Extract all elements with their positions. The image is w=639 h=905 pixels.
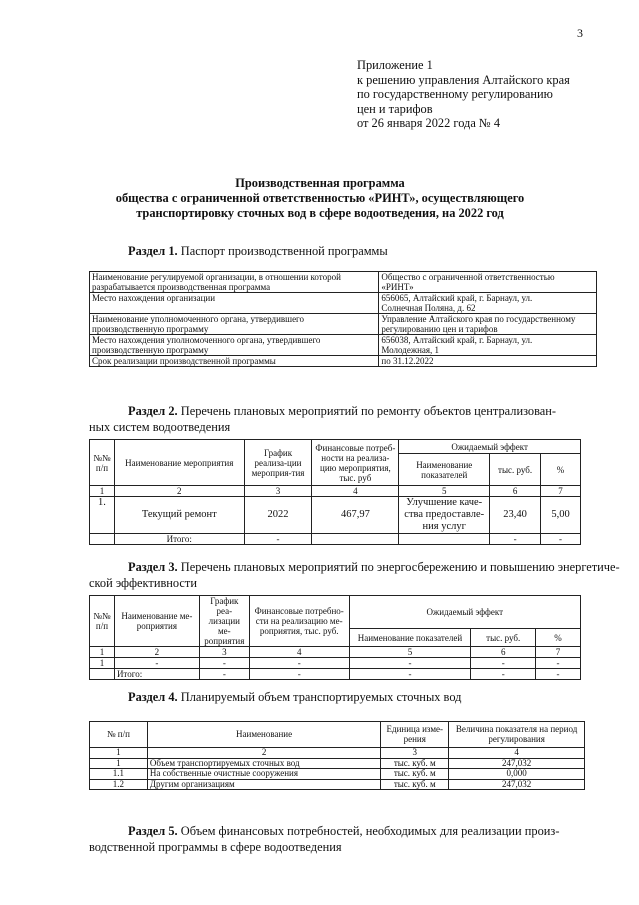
- header-indicator: Наименование показателей: [349, 629, 471, 647]
- passport-key: Наименование уполномоченного органа, утвердившего производственную программу: [90, 314, 379, 335]
- section1-label: Раздел 1.: [128, 244, 178, 258]
- program-title-line: Производственная программа: [235, 176, 405, 190]
- total-num-cell: [90, 534, 115, 545]
- section5-title-line: Объем финансовых потребностей, необходимых для реализации произ-: [180, 824, 560, 838]
- section4-heading: [128, 689, 461, 705]
- section3-title-line: ской эффективности: [89, 576, 197, 590]
- section5-heading: [89, 823, 597, 855]
- energy-table: [89, 595, 581, 680]
- section4-title: Планируемый объем транспортируемых сточных вод: [180, 690, 462, 704]
- table-row: [90, 293, 597, 314]
- table-row: [90, 722, 585, 748]
- row-cell: -: [199, 658, 249, 669]
- total-schedule: -: [244, 534, 312, 545]
- table-row: [90, 440, 581, 454]
- appendix-line: по государственному регулированию: [357, 87, 553, 101]
- section1-title: Паспорт производственной программы: [180, 244, 388, 258]
- row-percent: 5,00: [541, 497, 581, 534]
- column-number: 6: [490, 486, 541, 497]
- appendix-line: к решению управления Алтайского края: [357, 72, 570, 87]
- header-num: №№ п/п: [90, 596, 115, 647]
- table-row: [90, 769, 585, 780]
- passport-value: Управление Алтайского края по государственному регулированию цен и тарифов: [379, 314, 597, 335]
- row-num: 1.2: [90, 779, 148, 790]
- row-schedule: 2022: [244, 497, 312, 534]
- column-number: 5: [349, 647, 471, 658]
- total-indicator: [399, 534, 490, 545]
- header-thousand: тыс. руб.: [490, 454, 541, 486]
- column-number: 6: [471, 647, 536, 658]
- section2-title-line: Перечень плановых мероприятий по ремонту объектов централизован-: [180, 404, 557, 418]
- table-row: [90, 534, 581, 545]
- row-cell: -: [349, 658, 471, 669]
- table-row: [90, 272, 597, 293]
- header-name: Наименование мероприятия: [114, 440, 244, 486]
- column-number: 4: [312, 486, 399, 497]
- column-number: 3: [199, 647, 249, 658]
- section3-title-line: Перечень плановых мероприятий по энергосбережению и повышению энергетиче-: [180, 560, 620, 574]
- header-name: Наименование: [147, 722, 380, 748]
- section4-label: Раздел 4.: [128, 690, 178, 704]
- row-cell: -: [249, 658, 349, 669]
- total-indicator: -: [349, 669, 471, 680]
- appendix-header: [357, 58, 570, 131]
- program-title-line: транспортировку сточных вод в сфере водоотведения, на 2022 год: [136, 206, 504, 220]
- total-finance: -: [249, 669, 349, 680]
- row-indicator: Улучшение каче-ства предоставле-ния услуг: [399, 497, 490, 534]
- column-number: 2: [147, 748, 380, 759]
- passport-key: Место нахождения организации: [90, 293, 379, 314]
- total-thousand: -: [471, 669, 536, 680]
- table-row: [90, 748, 585, 759]
- table-row: [90, 596, 581, 629]
- column-number: 3: [244, 486, 312, 497]
- total-label: Итого:: [114, 669, 199, 680]
- total-percent: -: [536, 669, 581, 680]
- table-row: [90, 658, 581, 669]
- header-schedule: График реа-лизации ме-роприятия: [199, 596, 249, 647]
- passport-value: 656038, Алтайский край, г. Барнаул, ул. Молодежная, 1: [379, 335, 597, 356]
- row-unit: тыс. куб. м: [381, 769, 449, 780]
- row-name: На собственные очистные сооружения: [147, 769, 380, 780]
- total-thousand: -: [490, 534, 541, 545]
- passport-key: Наименование регулируемой организации, в отношении которой разрабатывается производственная программа: [90, 272, 379, 293]
- row-num: 1.1: [90, 769, 148, 780]
- header-thousand: тыс. руб.: [471, 629, 536, 647]
- table-row: [90, 356, 597, 367]
- column-number: 4: [249, 647, 349, 658]
- header-num: № п/п: [90, 722, 148, 748]
- total-num-cell: [90, 669, 115, 680]
- header-schedule: График реализа-ции мероприя-тия: [244, 440, 312, 486]
- header-value: Величина показателя на период регулирования: [449, 722, 585, 748]
- column-number: 7: [541, 486, 581, 497]
- header-num: №№ п/п: [90, 440, 115, 486]
- header-percent: %: [541, 454, 581, 486]
- column-number: 5: [399, 486, 490, 497]
- total-percent: -: [541, 534, 581, 545]
- passport-value: 656065, Алтайский край, г. Барнаул, ул. Солнечная Поляна, д. 62: [379, 293, 597, 314]
- table-row: [90, 335, 597, 356]
- passport-value: Общество с ограниченной ответственностью «РИНТ»: [379, 272, 597, 293]
- row-cell: -: [536, 658, 581, 669]
- column-number: 1: [90, 647, 115, 658]
- passport-key: Место нахождения уполномоченного органа, утвердившего производственную программу: [90, 335, 379, 356]
- row-unit: тыс. куб. м: [381, 779, 449, 790]
- section5-label: Раздел 5.: [128, 824, 178, 838]
- row-unit: тыс. куб. м: [381, 758, 449, 769]
- row-cell: 1: [90, 658, 115, 669]
- row-name: Объем транспортируемых сточных вод: [147, 758, 380, 769]
- row-finance: 467,97: [312, 497, 399, 534]
- column-number: 7: [536, 647, 581, 658]
- row-value: 0,000: [449, 769, 585, 780]
- section1-heading: [128, 243, 388, 259]
- header-effect: Ожидаемый эффект: [399, 440, 581, 454]
- header-percent: %: [536, 629, 581, 647]
- section3-heading: [89, 559, 620, 591]
- section3-label: Раздел 3.: [128, 560, 178, 574]
- total-finance: [312, 534, 399, 545]
- table-row: [90, 758, 585, 769]
- program-title-line: общества с ограниченной ответственностью «РИНТ», осуществляющего: [115, 191, 525, 205]
- appendix-line: от 26 января 2022 года № 4: [357, 116, 501, 130]
- table-row: [90, 779, 585, 790]
- row-cell: -: [114, 658, 199, 669]
- row-name: Текущий ремонт: [114, 497, 244, 534]
- section2-title-line: ных систем водоотведения: [89, 420, 231, 434]
- section5-title-line: водственной программы в сфере водоотведения: [89, 840, 342, 854]
- table-row: [90, 647, 581, 658]
- header-unit: Единица изме-рения: [381, 722, 449, 748]
- row-thousand: 23,40: [490, 497, 541, 534]
- table-row: [90, 314, 597, 335]
- row-value: 247,032: [449, 758, 585, 769]
- column-number: 2: [114, 647, 199, 658]
- header-finance: Финансовые потребно-сти на реализацию ме-роприятия, тыс. руб.: [249, 596, 349, 647]
- volume-table: [89, 721, 585, 790]
- row-num: 1: [90, 758, 148, 769]
- row-num: 1.: [90, 497, 115, 534]
- page-number: 3: [577, 26, 583, 40]
- table-row: [90, 497, 581, 534]
- repair-table: [89, 439, 581, 545]
- total-label: Итого:: [114, 534, 244, 545]
- header-indicator: Наименование показателей: [399, 454, 490, 486]
- passport-value: по 31.12.2022: [379, 356, 597, 367]
- table-row: [90, 486, 581, 497]
- row-value: 247,032: [449, 779, 585, 790]
- header-finance: Финансовые потреб-ности на реализа-цию мероприятия, тыс. руб: [312, 440, 399, 486]
- appendix-line: цен и тарифов: [357, 101, 433, 116]
- program-title: [40, 176, 600, 221]
- column-number: 3: [381, 748, 449, 759]
- row-cell: -: [471, 658, 536, 669]
- header-effect: Ожидаемый эффект: [349, 596, 580, 629]
- appendix-line: Приложение 1: [357, 58, 433, 72]
- passport-table: [89, 271, 597, 367]
- column-number: 1: [90, 486, 115, 497]
- column-number: 2: [114, 486, 244, 497]
- section2-heading: [89, 403, 597, 435]
- row-name: Другим организациям: [147, 779, 380, 790]
- column-number: 1: [90, 748, 148, 759]
- table-row: [90, 669, 581, 680]
- header-name: Наименование ме-роприятия: [114, 596, 199, 647]
- total-schedule: -: [199, 669, 249, 680]
- section2-label: Раздел 2.: [128, 404, 178, 418]
- passport-key: Срок реализации производственной программы: [90, 356, 379, 367]
- column-number: 4: [449, 748, 585, 759]
